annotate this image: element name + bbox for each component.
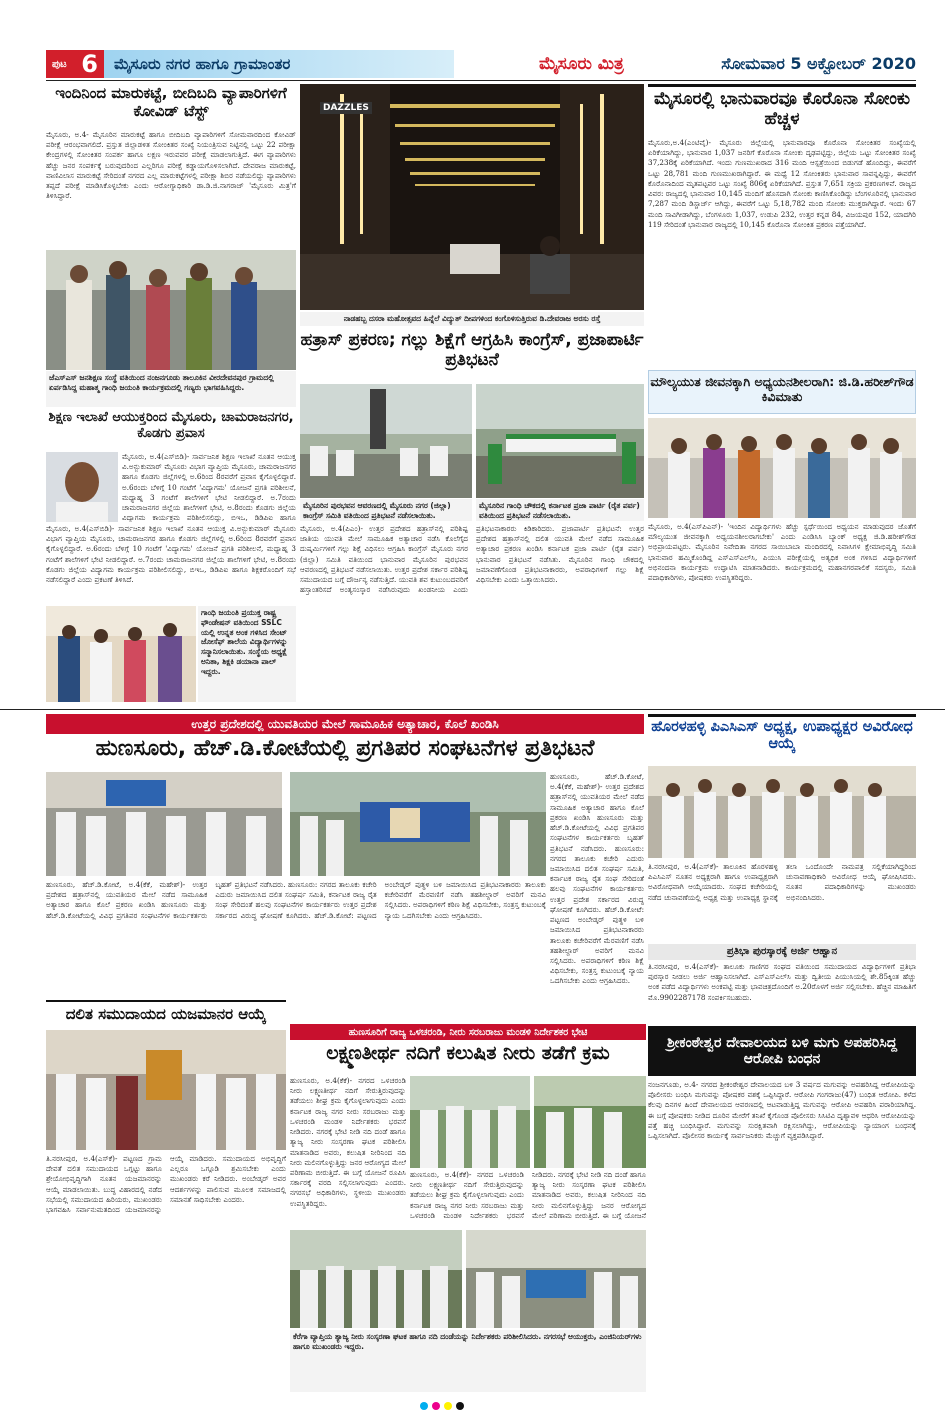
registration-mark-magenta xyxy=(432,1402,440,1410)
lakshmana-headline-box xyxy=(290,1042,646,1072)
corona-headline: ಮೈಸೂರಲ್ಲಿ ಭಾನುವಾರವೂ ಕೊರೊನಾ ಸೋಂಕು ಹೆಚ್ಚಳ xyxy=(654,89,910,130)
registration-mark-cyan xyxy=(420,1402,428,1410)
lakshmana-caption: ಕೆರೆಗಾ ವ್ಯಾಪ್ತಿಯ ತ್ಯಾಜ್ಯ ನೀರು ಸಂಸ್ಕರಣಾ ಘಟಕ ಹಾಗೂ ನದಿ ದಂಡೆಯನ್ನು ನಿರ್ದೇಶಕರು ಪರಿಶೀಲಿಸಿದರು. ನಗರಸಭೆ ಆಯುಕ್ತರು, ಎಂಜಿನಿಯರ್‌ಗಳು ಹಾಗೂ ಮುಖಂಡರು ಇದ್ದರು. xyxy=(290,1330,646,1392)
lakshmana-headline: ಲಕ್ಷ್ಮಣತೀರ್ಥ ನದಿಗೆ ಕಲುಷಿತ ನೀರು ತಡೆಗೆ ಕ್ರಮ xyxy=(326,1042,610,1064)
registration-mark-yellow xyxy=(444,1402,452,1410)
masthead xyxy=(46,50,916,78)
horalahalli-headline: ಹೊರಳಹಳ್ಳಿ ಪಿಎಸಿಎಸ್ ಅಧ್ಯಕ್ಷ, ಉಪಾಧ್ಯಕ್ಷರ ಅವಿರೋಧ ಆಯ್ಕೆ xyxy=(651,719,913,753)
covid-test-headline: ಇಂದಿನಿಂದ ಮಾರುಕಟ್ಟೆ, ಬೀದಿಬದಿ ವ್ಯಾಪಾರಿಗಳಿಗೆ ಕೋವಿಡ್ ಟೆಸ್ಟ್ xyxy=(55,84,287,120)
hathras-headline-box xyxy=(300,330,644,380)
praja-party-caption: ಮೈಸೂರಿನ ಗಾಂಧಿ ಚೌಕದಲ್ಲಿ ಕರ್ನಾಟಕ ಪ್ರಜಾ ಪಾರ್ಟಿ (ರೈತ ಪರ್ವ) ವತಿಯಿಂದ ಪ್ರತಿಭಟನೆ ನಡೆಸಲಾಯಿತು. xyxy=(476,499,644,521)
education-headline-box xyxy=(46,410,296,448)
hunsur-headline: ಹುಣಸೂರು, ಹೆಚ್.ಡಿ.ಕೋಟೆಯಲ್ಲಿ ಪ್ರಗತಿಪರ ಸಂಘಟನೆಗಳ ಪ್ರತಿಭಟನೆ xyxy=(95,736,595,761)
education-body-lead: ಮೈಸೂರು, ಅ.4(ಎಸ್‌ಬಿಡಿ)- ಸಾರ್ವಜನಿಕ ಶಿಕ್ಷಣ ಇಲಾಖೆ ನೂತನ ಆಯುಕ್ತ ವಿ.ಅನ್ಬುಕುಮಾರ್ ಮೈಸೂರು ವಿಭಾಗ ವ್ಯಾಪ್ತಿಯ ಮೈಸೂರು, ಚಾಮರಾಜನಗರ ಹಾಗೂ ಕೊಡಗು ಜಿಲ್ಲೆಗಳಲ್ಲಿ ಅ.6ರಿಂದ 8ರವರೆಗೆ ಪ್ರವಾಸ ಕೈಗೊಳ್ಳಲಿದ್ದಾರೆ. ಅ.6ರಂದು ಬೆಳಿಗ್ಗೆ 10 ಗಂಟೆಗೆ 'ವಿದ್ಯಾಗಮ' ಯೋಜನೆ ಪ್ರಗತಿ ಪರಿಶೀಲನೆ, ಮಧ್ಯಾಹ್ನ 3 ಗಂಟೆಗೆ ಶಾಲೆಗಳಿಗೆ ಭೇಟಿ ನೀಡಲಿದ್ದಾರೆ. ಅ.7ರಂದು ಚಾಮರಾಜನಗರ ಜಿಲ್ಲೆಯ ಶಾಲೆಗಳಿಗೆ ಭೇಟಿ, ಅ.8ರಂದು ಕೊಡಗು ಜಿಲ್ಲೆಯ ವಿದ್ಯಾಗಮ ಕಾರ್ಯಕ್ರಮ ಪರಿಶೀಲಿಸಲಿದ್ದು, ಬಿಇಒ, ಡಿಡಿಪಿಐ ಹಾಗೂ xyxy=(122,452,296,522)
page-label: ಪುಟ xyxy=(52,58,67,70)
gandhi-jayanti-caption: ಜೆಎಸ್ಎಸ್ ಜನಶಿಕ್ಷಣ ಸಂಸ್ಥೆ ವತಿಯಿಂದ ನಂಜನಗೂಡು ತಾಲೂಕಿನ ವೀರದೇವನಪುರ ಗ್ರಾಮದಲ್ಲಿ ಏರ್ಪಡಿಸಿದ್ದ ಮಹಾತ್ಮ ಗಾಂಧಿ ಜಯಂತಿ ಕಾರ್ಯಕ್ರಮದಲ್ಲಿ ಗಣ್ಯರು ಭಾಗವಹಿಸಿದ್ದರು. xyxy=(46,371,296,407)
harish-body: ಮೈಸೂರು, ಅ.4(ಎಸ್‌ಪಿಎನ್)- 'ಇಂದಿನ ವಿದ್ಯಾರ್ಥಿಗಳು ಹೆಚ್ಚು ಸ್ಪರ್ಧೆಯಿಂದ ಅಧ್ಯಯನ ಮಾಡುವುದರ ಜೊತೆಗೆ ಮೌಲ್ಯಯುತ ಜೀವನಕ್ಕಾಗಿ ಅಧ್ಯಯನಶೀಲರಾಗಬೇಕು' ಎಂದು ಎಂಡಿಸಿಸಿ ಬ್ಯಾಂಕ್ ಅಧ್ಯಕ್ಷ ಜಿ.ಡಿ.ಹರೀಶ್‌ಗೌಡ ಅಭಿಪ್ರಾಯಪಟ್ಟರು. ಮೈಸೂರಿನ ನಿವೇದಿತಾ ನಗರದ ಸಾಯಿಬಾಬಾ ಮಂದಿರದಲ್ಲಿ ನಿವಾಸಿಗಳ ಕ್ಷೇಮಾಭಿವೃದ್ಧಿ ಸಮಿತಿ ಭಾನುವಾರ ಹಮ್ಮಿಕೊಂಡಿದ್ದ ಎಸ್‌ಎಸ್‌ಎಲ್‌ಸಿ, ಪಿಯುಸಿ ಪರೀಕ್ಷೆಯಲ್ಲಿ ಅತ್ಯಧಿಕ ಅಂಕ ಗಳಿಸಿದ ವಿದ್ಯಾರ್ಥಿಗಳಿಗೆ ಅಭಿನಂದನಾ ಕಾರ್ಯಕ್ರಮ ಉದ್ಘಾಟಿಸಿ ಮಾತನಾಡಿದರು. ಕಾರ್ಯಕ್ರಮದಲ್ಲಿ ಮಹಾನಗರಪಾಲಿಕೆ ಸದಸ್ಯರು, ಸಮಿತಿ ಪದಾಧಿಕಾರಿಗಳು, ಪೋಷಕರು ಉಪಸ್ಥಿತರಿದ್ದರು. xyxy=(648,522,916,583)
hunsur-body-continued: ಹುಣಸೂರು, ಹೆಚ್.ಡಿ.ಕೋಟೆ, ಅ.4(ಕೆಕೆ, ಮಹೇಶ್)- ಉತ್ತರ ಪ್ರದೇಶದ ಹತ್ರಾಸ್‌ನಲ್ಲಿ ಯುವತಿಯರ ಮೇಲೆ ನಡೆದ ಸಾಮೂಹಿಕ ಅತ್ಯಾಚಾರ ಹಾಗೂ ಕೊಲೆ ಪ್ರಕರಣ ಖಂಡಿಸಿ ಹುಣಸೂರು ಮತ್ತು ಹೆಚ್.ಡಿ.ಕೋಟೆಯಲ್ಲಿ ವಿವಿಧ ಪ್ರಗತಿಪರ ಸಂಘಟನೆಗಳ ಕಾರ್ಯಕರ್ತರು ಬೃಹತ್ ಪ್ರತಿಭಟನೆ ನಡೆಸಿದರು. ಹುಣಸೂರು: ನಗರದ ತಾಲೂಕು ಕಚೇರಿ ಎದುರು ಜಮಾಯಿಸಿದ ದಲಿತ ಸಂಘರ್ಷ ಸಮಿತಿ, ಕರ್ನಾಟಕ ರಾಜ್ಯ ರೈತ ಸಂಘ ಸೇರಿದಂತೆ ಹಲವು ಸಂಘಟನೆಗಳ ಕಾರ್ಯಕರ್ತರು ಉತ್ತರ ಪ್ರದೇಶ ಸರ್ಕಾರದ ವಿರುದ್ಧ ಘೋಷಣೆ ಕೂಗಿದರು. ಹೆಚ್.ಡಿ.ಕೋಟೆ: ಪಟ್ಟಣದ ಅಂಬೇಡ್ಕರ್ ಪುತ್ಥಳಿ ಬಳಿ ಜಮಾಯಿಸಿದ ಪ್ರತಿಭಟನಾಕಾರರು ತಾಲೂಕು ಕಚೇರಿವರೆಗೆ ಮೆರವಣಿಗೆ ನಡೆಸಿ ತಹಶೀಲ್ದಾರ್ ಅವರಿಗೆ ಮನವಿ ಸಲ್ಲಿಸಿದರು. ಅಪರಾಧಿಗಳಿಗೆ ಕಠಿಣ ಶಿಕ್ಷೆ ವಿಧಿಸಬೇಕು, ಸಂತ್ರಸ್ತ ಕುಟುಂಬಕ್ಕೆ ನ್ಯಾಯ ಒದಗಿಸಬೇಕು ಎಂದು ಆಗ್ರಹಿಸಿದರು. xyxy=(550,772,644,986)
covid-test-body: ಮೈಸೂರು, ಅ.4- ಮೈಸೂರಿನ ಮಾರುಕಟ್ಟೆ ಹಾಗೂ ಬೀದಿಬದಿ ವ್ಯಾಪಾರಿಗಳಿಗೆ ಸೋಮವಾರದಿಂದ ಕೋವಿಡ್ ಪರೀಕ್ಷೆ ಆರಂಭವಾಗಲಿದೆ. ಪ್ರಸ್ತುತ ಜಿಲ್ಲಾಡಳಿತ ಸೋಂಕಿತರ ಸಂಖ್ಯೆ ನಿಯಂತ್ರಿಸುವ ನಿಟ್ಟಿನಲ್ಲಿ ಒಟ್ಟು 22 ಪರೀಕ್ಷಾ ಕೇಂದ್ರಗಳಲ್ಲಿ ಸೋಂಕಿತರ ಸಂಪರ್ಕ ಹಾಗೂ ಲಕ್ಷಣ ಇರುವವರ ಪರೀಕ್ಷೆ ಮಾಡಲಾಗುತ್ತಿದೆ. ಈಗ ವ್ಯಾಪಾರಿಗಳು ಹೆಚ್ಚು ಜನರ ಸಂಪರ್ಕಕ್ಕೆ ಬರುವುದರಿಂದ ಎಲ್ಲರಿಗೂ ಪರೀಕ್ಷೆ ಕಡ್ಡಾಯಗೊಳಿಸಲಾಗಿದೆ. ದೇವರಾಜ ಮಾರುಕಟ್ಟೆ, ವಾಣಿವಿಲಾಸ ಮಾರುಕಟ್ಟೆ ಸೇರಿದಂತೆ ನಗರದ ಎಲ್ಲ ಮಾರುಕಟ್ಟೆಗಳಲ್ಲಿ ಪರೀಕ್ಷಾ ಶಿಬಿರ ನಡೆಯಲಿದ್ದು ವ್ಯಾಪಾರಿಗಳು ತಪ್ಪದೆ ಪರೀಕ್ಷೆ ಮಾಡಿಸಿಕೊಳ್ಳಬೇಕು ಎಂದು ಆರೋಗ್ಯಾಧಿಕಾರಿ ಡಾ.ಡಿ.ಜಿ.ನಾಗರಾಜ್ 'ಮೈಸೂರು ಮಿತ್ರ'ಗೆ ತಿಳಿಸಿದ್ದಾರೆ. xyxy=(46,130,296,201)
dalit-headline: ದಲಿತ ಸಮುದಾಯದ ಯಜಮಾನರ ಆಯ್ಕೆ xyxy=(65,1005,267,1023)
education-body: ಮೈಸೂರು, ಅ.4(ಎಸ್‌ಬಿಡಿ)- ಸಾರ್ವಜನಿಕ ಶಿಕ್ಷಣ ಇಲಾಖೆ ನೂತನ ಆಯುಕ್ತ ವಿ.ಅನ್ಬುಕುಮಾರ್ ಮೈಸೂರು ವಿಭಾಗ ವ್ಯಾಪ್ತಿಯ ಮೈಸೂರು, ಚಾಮರಾಜನಗರ ಹಾಗೂ ಕೊಡಗು ಜಿಲ್ಲೆಗಳಲ್ಲಿ ಅ.6ರಿಂದ 8ರವರೆಗೆ ಪ್ರವಾಸ ಕೈಗೊಳ್ಳಲಿದ್ದಾರೆ. ಅ.6ರಂದು ಬೆಳಿಗ್ಗೆ 10 ಗಂಟೆಗೆ 'ವಿದ್ಯಾಗಮ' ಯೋಜನೆ ಪ್ರಗತಿ ಪರಿಶೀಲನೆ, ಮಧ್ಯಾಹ್ನ 3 ಗಂಟೆಗೆ ಶಾಲೆಗಳಿಗೆ ಭೇಟಿ ನೀಡಲಿದ್ದಾರೆ. ಅ.7ರಂದು ಚಾಮರಾಜನಗರ ಜಿಲ್ಲೆಯ ಶಾಲೆಗಳಿಗೆ ಭೇಟಿ, ಅ.8ರಂದು ಕೊಡಗು ಜಿಲ್ಲೆಯ ವಿದ್ಯಾಗಮ ಕಾರ್ಯಕ್ರಮ ಪರಿಶೀಲಿಸಲಿದ್ದು, ಬಿಇಒ, ಡಿಡಿಪಿಐ ಹಾಗೂ ಶಿಕ್ಷಕರೊಂದಿಗೆ ಸಭೆ ನಡೆಸಲಿದ್ದಾರೆ ಎಂದು ಪ್ರಕಟಣೆ ತಿಳಿಸಿದೆ. xyxy=(46,524,296,585)
dalit-headline-box xyxy=(46,1000,286,1026)
dalit-leaders-photo xyxy=(46,1030,286,1150)
dasara-lights-caption: ನಾಡಹಬ್ಬ ದಸರಾ ಮಹೋತ್ಸವದ ಹಿನ್ನೆಲೆ ವಿದ್ಯುತ್ ದೀಪಗಳಿಂದ ಕಂಗೊಳಿಸುತ್ತಿರುವ ಡಿ.ದೇವರಾಜ ಅರಸು ರಸ್ತೆ xyxy=(300,312,644,326)
harish-headline-box xyxy=(648,370,916,414)
hunsur-body: ಹುಣಸೂರು, ಹೆಚ್.ಡಿ.ಕೋಟೆ, ಅ.4(ಕೆಕೆ, ಮಹೇಶ್)- ಉತ್ತರ ಪ್ರದೇಶದ ಹತ್ರಾಸ್‌ನಲ್ಲಿ ಯುವತಿಯರ ಮೇಲೆ ನಡೆದ ಸಾಮೂಹಿಕ ಅತ್ಯಾಚಾರ ಹಾಗೂ ಕೊಲೆ ಪ್ರಕರಣ ಖಂಡಿಸಿ ಹುಣಸೂರು ಮತ್ತು ಹೆಚ್.ಡಿ.ಕೋಟೆಯಲ್ಲಿ ವಿವಿಧ ಪ್ರಗತಿಪರ ಸಂಘಟನೆಗಳ ಕಾರ್ಯಕರ್ತರು ಬೃಹತ್ ಪ್ರತಿಭಟನೆ ನಡೆಸಿದರು. ಹುಣಸೂರು: ನಗರದ ತಾಲೂಕು ಕಚೇರಿ ಎದುರು ಜಮಾಯಿಸಿದ ದಲಿತ ಸಂಘರ್ಷ ಸಮಿತಿ, ಕರ್ನಾಟಕ ರಾಜ್ಯ ರೈತ ಸಂಘ ಸೇರಿದಂತೆ ಹಲವು ಸಂಘಟನೆಗಳ ಕಾರ್ಯಕರ್ತರು ಉತ್ತರ ಪ್ರದೇಶ ಸರ್ಕಾರದ ವಿರುದ್ಧ ಘೋಷಣೆ ಕೂಗಿದರು. ಹೆಚ್.ಡಿ.ಕೋಟೆ: ಪಟ್ಟಣದ ಅಂಬೇಡ್ಕರ್ ಪುತ್ಥಳಿ ಬಳಿ ಜಮಾಯಿಸಿದ ಪ್ರತಿಭಟನಾಕಾರರು ತಾಲೂಕು ಕಚೇರಿವರೆಗೆ ಮೆರವಣಿಗೆ ನಡೆಸಿ ತಹಶೀಲ್ದಾರ್ ಅವರಿಗೆ ಮನವಿ ಸಲ್ಲಿಸಿದರು. ಅಪರಾಧಿಗಳಿಗೆ ಕಠಿಣ ಶಿಕ್ಷೆ ವಿಧಿಸಬೇಕು, ಸಂತ್ರಸ್ತ ಕುಟುಂಬಕ್ಕೆ ನ್ಯಾಯ ಒದಗಿಸಬೇಕು ಎಂದು ಆಗ್ರಹಿಸಿದರು. xyxy=(46,880,546,920)
page-number: 6 xyxy=(81,50,98,78)
masthead-rule xyxy=(46,80,916,81)
hunsur-banner: ಉತ್ತರ ಪ್ರದೇಶದಲ್ಲಿ ಯುವತಿಯರ ಮೇಲೆ ಸಾಮೂಹಿಕ ಅತ್ಯಾಚಾರ, ಕೊಲೆ ಖಂಡಿಸಿ xyxy=(46,714,644,734)
corona-headline-box xyxy=(648,84,916,134)
education-headline: ಶಿಕ್ಷಣ ಇಲಾಖೆ ಆಯುಕ್ತರಿಂದ ಮೈಸೂರು, ಚಾಮರಾಜನಗರ, ಕೊಡಗು ಪ್ರವಾಸ xyxy=(48,410,294,441)
lakshmana-photo-4 xyxy=(466,1230,646,1328)
lakshmana-body: ಹುಣಸೂರು, ಅ.4(ಕೆಕೆ)- ನಗರದ ಒಳಚರಂಡಿ ನೀರು ಲಕ್ಷ್ಮಣತೀರ್ಥ ನದಿಗೆ ಸೇರುತ್ತಿರುವುದನ್ನು ತಡೆಯಲು ಶೀಘ್ರ ಕ್ರಮ ಕೈಗೊಳ್ಳಲಾಗುವುದು ಎಂದು ಕರ್ನಾಟಕ ರಾಜ್ಯ ನಗರ ನೀರು ಸರಬರಾಜು ಮತ್ತು ಒಳಚರಂಡಿ ಮಂಡಳಿ ನಿರ್ದೇಶಕರು ಭರವಸೆ ನೀಡಿದರು. ನಗರಕ್ಕೆ ಭೇಟಿ ನೀಡಿ ನದಿ ದಂಡೆ ಹಾಗೂ ತ್ಯಾಜ್ಯ ನೀರು ಸಂಸ್ಕರಣಾ ಘಟಕ ಪರಿಶೀಲಿಸಿ ಮಾತನಾಡಿದ ಅವರು, ಕಲುಷಿತ ನೀರಿನಿಂದ ನದಿ ನೀರು ಮಲಿನಗೊಳ್ಳುತ್ತಿದ್ದು ಜನರ ಆರೋಗ್ಯದ ಮೇಲೆ ಪರಿಣಾಮ ಬೀರುತ್ತಿದೆ. ಈ ಬಗ್ಗೆ ಯೋಜನೆ ರೂಪಿಸಿ ಸರ್ಕಾರಕ್ಕೆ ವರದಿ ಸಲ್ಲಿಸಲಾಗುವುದು ಎಂದರು. ನಗರಸಭೆ ಅಧಿಕಾರಿಗಳು, ಸ್ಥಳೀಯ ಮುಖಂಡರು ಉಪಸ್ಥಿತರಿದ್ದರು. xyxy=(290,1076,406,1208)
dalit-body: ತಿ.ನರಸೀಪುರ, ಅ.4(ಎಸ್‌ಕೆ)- ಪಟ್ಟಣದ ಗ್ರಾಮ ದೇವತೆ ದಲಿತ ಸಮುದಾಯದ ಒಗ್ಗಟ್ಟು ಹಾಗೂ ಶ್ರೇಯೋಭಿವೃದ್ಧಿಗಾಗಿ ನೂತನ ಯಜಮಾನರನ್ನು ಆಯ್ಕೆ ಮಾಡಲಾಯಿತು. ಬುದ್ಧ ವಿಹಾರದಲ್ಲಿ ನಡೆದ ಸಭೆಯಲ್ಲಿ ಸಮುದಾಯದ ಹಿರಿಯರು, ಮುಖಂಡರು ಭಾಗವಹಿಸಿ ಸರ್ವಾನುಮತದಿಂದ ಯಜಮಾನರನ್ನು ಆಯ್ಕೆ ಮಾಡಿದರು. ಸಮುದಾಯದ ಅಭಿವೃದ್ಧಿಗೆ ಎಲ್ಲರೂ ಒಗ್ಗೂಡಿ ಶ್ರಮಿಸಬೇಕು ಎಂದು ಮುಖಂಡರು ಕರೆ ನೀಡಿದರು. ಅಂಬೇಡ್ಕರ್ ಅವರ ಆದರ್ಶಗಳನ್ನು ಪಾಲಿಸುವ ಮೂಲಕ ಸಮಾಜದಲ್ಲಿ ಸಮಾನತೆ ಸಾಧಿಸಬೇಕು ಎಂದರು. xyxy=(46,1154,286,1215)
covid-test-headline-box xyxy=(46,84,296,128)
lakshmana-banner: ಹುಣಸೂರಿಗೆ ರಾಜ್ಯ ಒಳಚರಂಡಿ, ನೀರು ಸರಬರಾಜು ಮಂಡಳಿ ನಿರ್ದೇಶಕರ ಭೇಟಿ xyxy=(290,1024,646,1040)
commissioner-portrait xyxy=(46,452,118,522)
corona-body: ಮೈಸೂರು,ಅ.4(ಎಂಟಿವೈ)- ಮೈಸೂರು ಜಿಲ್ಲೆಯಲ್ಲಿ ಭಾನುವಾರವೂ ಕೊರೊನಾ ಸೋಂಕಿತರ ಸಂಖ್ಯೆಯಲ್ಲಿ ಏರಿಕೆಯಾಗಿದ್ದು, ಭಾನುವಾರ 1,037 ಜನರಿಗೆ ಕೊರೊನಾ ಸೋಂಕು ದೃಢಪಟ್ಟಿದ್ದು, ಜಿಲ್ಲೆಯ ಒಟ್ಟು ಸೋಂಕಿತರ ಸಂಖ್ಯೆ 37,238ಕ್ಕೆ ಏರಿಕೆಯಾಗಿದೆ. ಇಂದು ಗುಣಮುಖರಾದ 316 ಮಂದಿ ಆಸ್ಪತ್ರೆಯಿಂದ ಬಿಡುಗಡೆ ಹೊಂದಿದ್ದು, ಈವರೆಗೆ ಒಟ್ಟು 28,781 ಮಂದಿ ಗುಣಮುಖರಾಗಿದ್ದಾರೆ. ಈ ಮಧ್ಯೆ 12 ಸೋಂಕಿತರು ಭಾನುವಾರ ಸಾವನ್ನಪ್ಪಿದ್ದು, ಈವರೆಗೆ ಕೊರೊನಾದಿಂದ ಮೃತಪಟ್ಟವರ ಒಟ್ಟು ಸಂಖ್ಯೆ 806ಕ್ಕೆ ಏರಿಕೆಯಾಗಿದೆ. ಪ್ರಸ್ತುತ 7,651 ಸಕ್ರಿಯ ಪ್ರಕರಣಗಳಿವೆ. ರಾಜ್ಯದ ವಿವರ: ರಾಜ್ಯದಲ್ಲಿ ಭಾನುವಾರ 10,145 ಮಂದಿಗೆ ಹೊಸದಾಗಿ ಸೋಂಕು ಕಾಣಿಸಿಕೊಂಡಿದ್ದು ಬೆಂಗಳೂರಿನಲ್ಲಿ ಭಾನುವಾರ 7,287 ಮಂದಿ ಡಿಸ್ಚಾರ್ಜ್ ಆಗಿದ್ದು, ಈವರೆಗೆ ಒಟ್ಟು 5,18,782 ಮಂದಿ ಸೋಂಕು ಮುಕ್ತರಾಗಿದ್ದಾರೆ. ಇಂದು 67 ಮಂದಿ ಸಾವಿಗೀಡಾಗಿದ್ದು, ಬೆಂಗಳೂರು 1,037, ಉಡುಪಿ 232, ಉತ್ತರ ಕನ್ನಡ 84, ವಿಜಯಪುರ 152, ಯಾದಗಿರಿ 119 ಸೇರಿದಂತೆ ಭಾನುವಾರ ರಾಜ್ಯದಲ್ಲಿ 10,145 ಕೊರೊನಾ ಸೋಂಕಿತ ಪ್ರಕರಣ ಪತ್ತೆಯಾಗಿದೆ. xyxy=(648,138,916,229)
hunsur-protest-photo-1 xyxy=(46,772,282,876)
congress-protest-caption: ಮೈಸೂರಿನ ಪುರಭವನ ಆವರಣದಲ್ಲಿ ಮೈಸೂರು ನಗರ (ಜಿಲ್ಲಾ) ಕಾಂಗ್ರೆಸ್ ಸಮಿತಿ ವತಿಯಿಂದ ಪ್ರತಿಭಟನೆ ನಡೆಸಲಾಯಿತು. xyxy=(300,499,472,521)
horalahalli-headline-box xyxy=(648,714,916,762)
sslc-students-photo xyxy=(46,606,196,702)
lakshmana-body-continued: ಹುಣಸೂರು, ಅ.4(ಕೆಕೆ)- ನಗರದ ಒಳಚರಂಡಿ ನೀರು ಲಕ್ಷ್ಮಣತೀರ್ಥ ನದಿಗೆ ಸೇರುತ್ತಿರುವುದನ್ನು ತಡೆಯಲು ಶೀಘ್ರ ಕ್ರಮ ಕೈಗೊಳ್ಳಲಾಗುವುದು ಎಂದು ಕರ್ನಾಟಕ ರಾಜ್ಯ ನಗರ ನೀರು ಸರಬರಾಜು ಮತ್ತು ಒಳಚರಂಡಿ ಮಂಡಳಿ ನಿರ್ದೇಶಕರು ಭರವಸೆ ನೀಡಿದರು. ನಗರಕ್ಕೆ ಭೇಟಿ ನೀಡಿ ನದಿ ದಂಡೆ ಹಾಗೂ ತ್ಯಾಜ್ಯ ನೀರು ಸಂಸ್ಕರಣಾ ಘಟಕ ಪರಿಶೀಲಿಸಿ ಮಾತನಾಡಿದ ಅವರು, ಕಲುಷಿತ ನೀರಿನಿಂದ ನದಿ ನೀರು ಮಲಿನಗೊಳ್ಳುತ್ತಿದ್ದು ಜನರ ಆರೋಗ್ಯದ ಮೇಲೆ ಪರಿಣಾಮ ಬೀರುತ್ತಿದೆ. ಈ ಬಗ್ಗೆ ಯೋಜನೆ xyxy=(410,1170,646,1220)
brand-logo: ಮೈಸೂರು ಮಿತ್ರ xyxy=(539,54,624,74)
srikanteshwara-headline: ಶ್ರೀಕಂಠೇಶ್ವರ ದೇವಾಲಯದ ಬಳಿ ಮಗು ಅಪಹರಿಸಿದ್ದ ಆರೋಪಿ ಬಂಧನ xyxy=(648,1026,916,1076)
issue-date: ಸೋಮವಾರ 5 ಅಕ್ಟೋಬರ್ 2020 xyxy=(721,54,916,73)
dasara-lights-photo xyxy=(300,84,644,310)
lakshmana-photo-1 xyxy=(410,1076,530,1168)
hathras-body: ಮೈಸೂರು, ಅ.4(ಪಿಎಂ)- ಉತ್ತರ ಪ್ರದೇಶದ ಹತ್ರಾಸ್‌ನಲ್ಲಿ ಪರಿಶಿಷ್ಟ ಜಾತಿಯ ಯುವತಿ ಮೇಲೆ ಸಾಮೂಹಿಕ ಅತ್ಯಾಚಾರ ನಡೆಸಿ ಕೊಲೆಗೈದ ದುಷ್ಕರ್ಮಿಗಳಿಗೆ ಗಲ್ಲು ಶಿಕ್ಷೆ ವಿಧಿಸಲು ಆಗ್ರಹಿಸಿ ಕಾಂಗ್ರೆಸ್ ಮೈಸೂರು ನಗರ (ಜಿಲ್ಲಾ) ಸಮಿತಿ ವತಿಯಿಂದ ಭಾನುವಾರ ಮೈಸೂರಿನ ಪುರಭವನ ಆವರಣದಲ್ಲಿ ಪ್ರತಿಭಟನೆ ನಡೆಸಲಾಯಿತು. ಉತ್ತರ ಪ್ರದೇಶ ಸರ್ಕಾರ ಪರಿಶಿಷ್ಟ ಸಮುದಾಯದ ಬಗ್ಗೆ ದೌರ್ಜನ್ಯ ನಡೆಸುತ್ತಿದೆ. ಯುವತಿ ಶವ ಕುಟುಂಬದವರಿಗೆ ಹಸ್ತಾಂತರಿಸದೆ ಅಂತ್ಯಸಂಸ್ಕಾರ ನಡೆಸಿರುವುದು ಖಂಡನೀಯ ಎಂದು ಪ್ರತಿಭಟನಾಕಾರರು ಕಿಡಿಕಾರಿದರು. ಪ್ರಜಾಪಾರ್ಟಿ ಪ್ರತಿಭಟನೆ: ಉತ್ತರ ಪ್ರದೇಶದ ಹತ್ರಾಸ್‌ನಲ್ಲಿ ದಲಿತ ಯುವತಿ ಮೇಲೆ ನಡೆದ ಸಾಮೂಹಿಕ ಅತ್ಯಾಚಾರ ಪ್ರಕರಣ ಖಂಡಿಸಿ ಕರ್ನಾಟಕ ಪ್ರಜಾ ಪಾರ್ಟಿ (ರೈತ ಪರ್ವ) ಭಾನುವಾರ ಪ್ರತಿಭಟನೆ ನಡೆಸಿತು. ಮೈಸೂರಿನ ಗಾಂಧಿ ಚೌಕದಲ್ಲಿ ಜಮಾವಣೆಗೊಂಡ ಪ್ರತಿಭಟನಾಕಾರರು, ಅಪರಾಧಿಗಳಿಗೆ ಗಲ್ಲು ಶಿಕ್ಷೆ ವಿಧಿಸಬೇಕು ಎಂದು ಒತ್ತಾಯಿಸಿದರು. xyxy=(300,524,644,595)
srikanteshwara-body: ನಂಜನಗೂಡು, ಅ.4- ನಗರದ ಶ್ರೀಕಂಠೇಶ್ವರ ದೇವಾಲಯದ ಬಳಿ 3 ವರ್ಷದ ಮಗುವನ್ನು ಅಪಹರಿಸಿದ್ದ ಆರೋಪಿಯನ್ನು ಪೊಲೀಸರು ಬಂಧಿಸಿ ಮಗುವನ್ನು ಪೋಷಕರ ವಶಕ್ಕೆ ಒಪ್ಪಿಸಿದ್ದಾರೆ. ಆರೋಪಿ ಗಂಗರಾಜು(47) ಬಂಧಿತ ಆರೋಪಿ. ಕಳೆದ ಕೆಲವು ದಿನಗಳ ಹಿಂದೆ ದೇವಾಲಯದ ಆವರಣದಲ್ಲಿ ಆಟವಾಡುತ್ತಿದ್ದ ಮಗುವನ್ನು ಆರೋಪಿ ಅಪಹರಿಸಿ ಪರಾರಿಯಾಗಿದ್ದ. ಈ ಬಗ್ಗೆ ಪೋಷಕರು ನೀಡಿದ ದೂರಿನ ಮೇರೆಗೆ ತನಿಖೆ ಕೈಗೊಂಡ ಪೊಲೀಸರು ಸಿಸಿಟಿವಿ ದೃಶ್ಯಾವಳಿ ಆಧರಿಸಿ ಆರೋಪಿಯನ್ನು ಪತ್ತೆ ಹಚ್ಚಿ ಬಂಧಿಸಿದ್ದಾರೆ. ಮಗುವನ್ನು ಸುರಕ್ಷಿತವಾಗಿ ರಕ್ಷಿಸಲಾಗಿದ್ದು, ಆರೋಪಿಯನ್ನು ನ್ಯಾಯಾಂಗ ಬಂಧನಕ್ಕೆ ಒಪ್ಪಿಸಲಾಗಿದೆ. ಪೊಲೀಸರ ಕಾರ್ಯಕ್ಕೆ ಸಾರ್ವಜನಿಕರು ಮೆಚ್ಚುಗೆ ವ್ಯಕ್ತಪಡಿಸಿದ್ದಾರೆ. xyxy=(648,1080,916,1141)
fold-rule xyxy=(0,709,945,710)
hunsur-headline-box xyxy=(46,736,644,770)
hunsur-protest-photo-2 xyxy=(290,772,546,876)
horalahalli-body: ತಿ.ನರಸೀಪುರ, ಅ.4(ಎಸ್‌ಕೆ)- ತಾಲೂಕಿನ ಹೊರಳಹಳ್ಳಿ ಪಿಎಸಿಎಸ್ ನೂತನ ಅಧ್ಯಕ್ಷರಾಗಿ ಹಾಗೂ ಉಪಾಧ್ಯಕ್ಷರಾಗಿ ಅವಿರೋಧವಾಗಿ ಆಯ್ಕೆಯಾದರು. ಸಂಘದ ಕಚೇರಿಯಲ್ಲಿ ನಡೆದ ಚುನಾವಣೆಯಲ್ಲಿ ಅಧ್ಯಕ್ಷ ಮತ್ತು ಉಪಾಧ್ಯಕ್ಷ ಸ್ಥಾನಕ್ಕೆ ತಲಾ ಒಂದೊಂದೇ ನಾಮಪತ್ರ ಸಲ್ಲಿಕೆಯಾಗಿದ್ದರಿಂದ ಚುನಾವಣಾಧಿಕಾರಿ ಅವಿರೋಧ ಆಯ್ಕೆ ಘೋಷಿಸಿದರು. ನೂತನ ಪದಾಧಿಕಾರಿಗಳನ್ನು ಮುಖಂಡರು ಅಭಿನಂದಿಸಿದರು. xyxy=(648,862,916,902)
gandhi-jayanti-photo xyxy=(46,250,296,370)
shop-sign: DAZZLES xyxy=(320,102,372,114)
registration-mark-black xyxy=(456,1402,464,1410)
harish-event-photo xyxy=(648,418,916,518)
sslc-caption: ಗಾಂಧಿ ಜಯಂತಿ ಪ್ರಯುಕ್ತ ರಾಷ್ಟ್ರ ಫೌಂಡೇಷನ್ ವತಿಯಿಂದ SSLC ಯಲ್ಲಿ ಉನ್ನತ ಅಂಕ ಗಳಿಸಿದ ಸೇಂಟ್ ಜೋಸೆಫ್ ಶಾಲೆಯ ವಿದ್ಯಾರ್ಥಿಗಳನ್ನು ಸನ್ಮಾನಿಸಲಾಯಿತು. ಸಂಸ್ಥೆಯ ಅಧ್ಯಕ್ಷೆ ಅನಿತಾ, ಶಿಕ್ಷಕಿ ಡಯಾನಾ ಪಾಲ್ ಇದ್ದರು. xyxy=(198,606,296,702)
page-number-badge xyxy=(46,50,104,78)
horalahalli-photo xyxy=(648,766,916,858)
praja-party-protest-photo xyxy=(476,384,644,498)
lakshmana-photo-3 xyxy=(290,1230,462,1328)
harish-headline: ಮೌಲ್ಯಯುತ ಜೀವನಕ್ಕಾಗಿ ಅಧ್ಯಯನಶೀಲರಾಗಿ: ಜಿ.ಡಿ.ಹರೀಶ್‌ಗೌಡ ಕಿವಿಮಾತು xyxy=(650,374,914,404)
pratibha-headline: ಪ್ರತಿಭಾ ಪುರಸ್ಕಾರಕ್ಕೆ ಅರ್ಜಿ ಆಹ್ವಾನ xyxy=(648,944,916,960)
section-title: ಮೈಸೂರು ನಗರ ಹಾಗೂ ಗ್ರಾಮಾಂತರ xyxy=(104,50,454,78)
pratibha-body: ತಿ.ನರಸೀಪುರ, ಅ.4(ಎಸ್‌ಕೆ)- ತಾಲೂಕು ಗಾಣಿಗರ ಸಂಘದ ವತಿಯಿಂದ ಸಮುದಾಯದ ವಿದ್ಯಾರ್ಥಿಗಳಿಗೆ ಪ್ರತಿಭಾ ಪುರಸ್ಕಾರ ನೀಡಲು ಅರ್ಜಿ ಆಹ್ವಾನಿಸಲಾಗಿದೆ. ಎಸ್‌ಎಸ್‌ಎಲ್‌ಸಿ ಮತ್ತು ದ್ವಿತೀಯ ಪಿಯುಸಿಯಲ್ಲಿ ಶೇ.85ಕ್ಕಿಂತ ಹೆಚ್ಚು ಅಂಕ ಪಡೆದ ವಿದ್ಯಾರ್ಥಿಗಳು ಅಂಕಪಟ್ಟಿ ಮತ್ತು ಭಾವಚಿತ್ರದೊಂದಿಗೆ ಅ.20ರೊಳಗೆ ಅರ್ಜಿ ಸಲ್ಲಿಸಬೇಕು. ಹೆಚ್ಚಿನ ಮಾಹಿತಿಗೆ ಮೊ.9902287178 ಸಂಪರ್ಕಿಸಬಹುದು. xyxy=(648,962,916,1002)
hathras-headline: ಹತ್ರಾಸ್ ಪ್ರಕರಣ; ಗಲ್ಲು ಶಿಕ್ಷೆಗೆ ಆಗ್ರಹಿಸಿ ಕಾಂಗ್ರೆಸ್, ಪ್ರಜಾಪಾರ್ಟಿ ಪ್ರತಿಭಟನೆ xyxy=(300,330,644,371)
congress-protest-photo xyxy=(300,384,472,498)
lakshmana-photo-2 xyxy=(534,1076,646,1168)
